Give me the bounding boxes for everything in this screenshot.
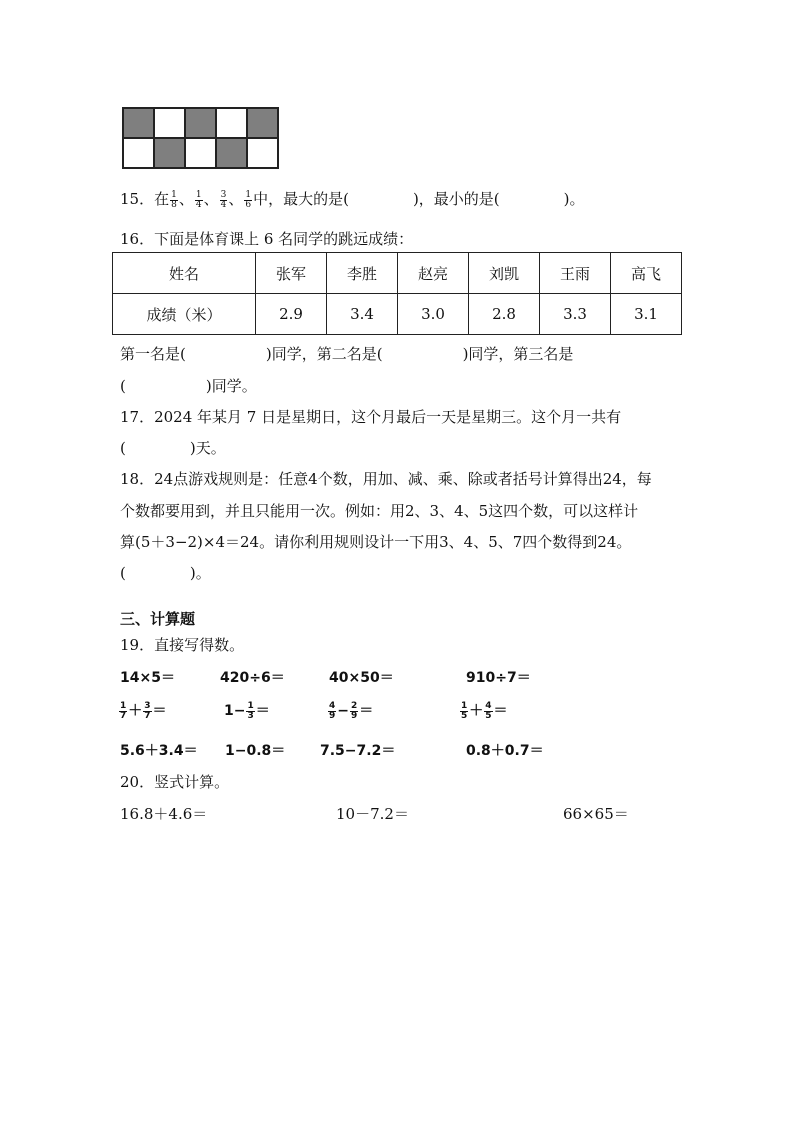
fraction — [244, 191, 252, 210]
section-title: 三、计算题 — [120, 610, 196, 628]
calc-item: 420÷6＝ — [220, 670, 285, 686]
grid-row-1 — [123, 108, 278, 138]
q17-end: )天。 — [189, 439, 226, 457]
vertical-calc-item: 66×65＝ — [563, 805, 629, 823]
grid-cell-light — [123, 138, 154, 168]
table-score-cell: 3.1 — [611, 294, 682, 335]
table-score-cell: 3.4 — [327, 294, 398, 335]
table-header-label: 姓名 — [113, 253, 256, 294]
calc-item: 14×5＝ — [120, 670, 175, 686]
fraction — [350, 702, 358, 721]
scores-table — [112, 252, 682, 335]
question-18-line-2: 个数都要用到，并且只能用一次。例如：用2、3、4、5这四个数，可以这样计 — [120, 502, 639, 520]
paren-open: ( — [120, 564, 126, 582]
numerator: 4 — [329, 700, 336, 711]
question-18-line-4 — [120, 562, 211, 583]
question-18-line-1: 18．24点游戏规则是：任意4个数，用加、减、乘、除或者括号计算得出24，每 — [120, 470, 652, 488]
question-16-text: 16．下面是体育课上 6 名同学的跳远成绩： — [120, 230, 414, 248]
fraction — [143, 702, 151, 721]
q15-text-min: )，最小的是( — [412, 190, 500, 208]
numerator: 1 — [120, 700, 127, 711]
q16-end: )同学。 — [205, 377, 257, 395]
denominator: 4 — [220, 199, 227, 210]
q15-prefix: 15．在 — [120, 190, 170, 208]
equals: ＝ — [493, 703, 508, 719]
denominator: 3 — [247, 710, 254, 721]
operator: ＋ — [469, 703, 484, 719]
numerator: 1 — [195, 189, 202, 200]
numerator: 1 — [171, 189, 177, 200]
denominator: 5 — [461, 710, 468, 721]
calc-item-fraction-sum — [459, 700, 508, 721]
numerator: 1 — [245, 189, 252, 200]
table-row-label: 成绩（米） — [113, 294, 256, 335]
question-17-line-2 — [120, 437, 226, 458]
fraction — [328, 702, 336, 721]
operator: ＋ — [128, 703, 143, 719]
table-score-cell: 3.3 — [540, 294, 611, 335]
denominator: 4 — [195, 199, 202, 210]
grid-cell-light — [247, 138, 278, 168]
q16-first-place: 第一名是( — [120, 345, 186, 363]
grid-cell-dark — [247, 108, 278, 138]
operator: − — [337, 703, 349, 719]
numerator: 3 — [220, 189, 227, 200]
q16-answer-line-2 — [120, 375, 257, 396]
fraction — [484, 702, 492, 721]
separator: 、 — [228, 190, 244, 208]
q15-end: )。 — [563, 190, 585, 208]
calc-item: 0.8＋0.7＝ — [466, 743, 544, 759]
table-score-cell: 2.8 — [469, 294, 540, 335]
table-name-cell: 刘凯 — [469, 253, 540, 294]
grid-cell-dark — [216, 138, 247, 168]
table-name-cell: 王雨 — [540, 253, 611, 294]
denominator: 9 — [351, 710, 358, 721]
fraction — [246, 702, 254, 721]
table-row — [113, 294, 682, 335]
paren-open: ( — [120, 377, 126, 395]
calc-item: 7.5−7.2＝ — [320, 743, 396, 759]
question-18-line-3: 算(5＋3−2)×4＝24。请你利用规则设计一下用3、4、5、7四个数得到24。 — [120, 533, 632, 551]
q16-second-place: )同学，第二名是( — [265, 345, 383, 363]
minuend: 1− — [224, 703, 246, 719]
calc-item-fraction-diff — [224, 700, 270, 721]
grid-row-2 — [123, 138, 278, 168]
calc-item-fraction-diff — [327, 700, 373, 721]
table-score-cell: 2.9 — [256, 294, 327, 335]
separator: 、 — [178, 190, 194, 208]
question-15 — [120, 188, 585, 210]
q15-text-max: 中，最大的是( — [253, 190, 349, 208]
equals: ＝ — [152, 703, 167, 719]
grid-cell-light — [185, 138, 216, 168]
separator: 、 — [203, 190, 219, 208]
denominator: 6 — [245, 199, 252, 210]
denominator: 5 — [485, 710, 492, 721]
denominator: 8 — [171, 199, 177, 210]
vertical-calc-item: 10－7.2＝ — [336, 805, 409, 823]
q16-answer-line-1 — [120, 343, 573, 364]
fraction — [460, 702, 468, 721]
equals: ＝ — [255, 703, 270, 719]
numerator: 3 — [144, 700, 151, 711]
table-name-cell: 张军 — [256, 253, 327, 294]
table-header-row — [113, 253, 682, 294]
grid-cell-dark — [185, 108, 216, 138]
question-17-line-1: 17．2024 年某月 7 日是星期日，这个月最后一天是星期三。这个月一共有 — [120, 408, 622, 426]
fraction — [220, 191, 228, 210]
calc-item: 1−0.8＝ — [225, 743, 286, 759]
numerator: 2 — [351, 700, 358, 711]
vertical-calc-item: 16.8＋4.6＝ — [120, 805, 208, 823]
fraction — [195, 191, 203, 210]
numerator: 1 — [461, 700, 468, 711]
shaded-grid — [122, 107, 279, 169]
numerator: 1 — [247, 700, 254, 711]
grid-cell-light — [154, 108, 185, 138]
q16-third-place: )同学，第三名是 — [462, 345, 574, 363]
equals: ＝ — [359, 703, 374, 719]
denominator: 7 — [120, 710, 127, 721]
table-name-cell: 赵亮 — [398, 253, 469, 294]
question-20-title: 20．竖式计算。 — [120, 773, 230, 791]
numerator: 4 — [485, 700, 492, 711]
calc-item: 40×50＝ — [329, 670, 394, 686]
denominator: 9 — [329, 710, 336, 721]
denominator: 7 — [144, 710, 151, 721]
grid-cell-dark — [154, 138, 185, 168]
fraction — [119, 702, 127, 721]
table-name-cell: 李胜 — [327, 253, 398, 294]
q18-end: )。 — [189, 564, 211, 582]
calc-item: 5.6＋3.4＝ — [120, 743, 198, 759]
table-name-cell: 高飞 — [611, 253, 682, 294]
question-19-title: 19．直接写得数。 — [120, 636, 245, 654]
calc-item: 910÷7＝ — [466, 670, 531, 686]
grid-cell-dark — [123, 108, 154, 138]
table-score-cell: 3.0 — [398, 294, 469, 335]
fraction — [170, 191, 178, 210]
paren-open: ( — [120, 439, 126, 457]
calc-item-fraction-sum — [118, 700, 167, 721]
grid-cell-light — [216, 108, 247, 138]
